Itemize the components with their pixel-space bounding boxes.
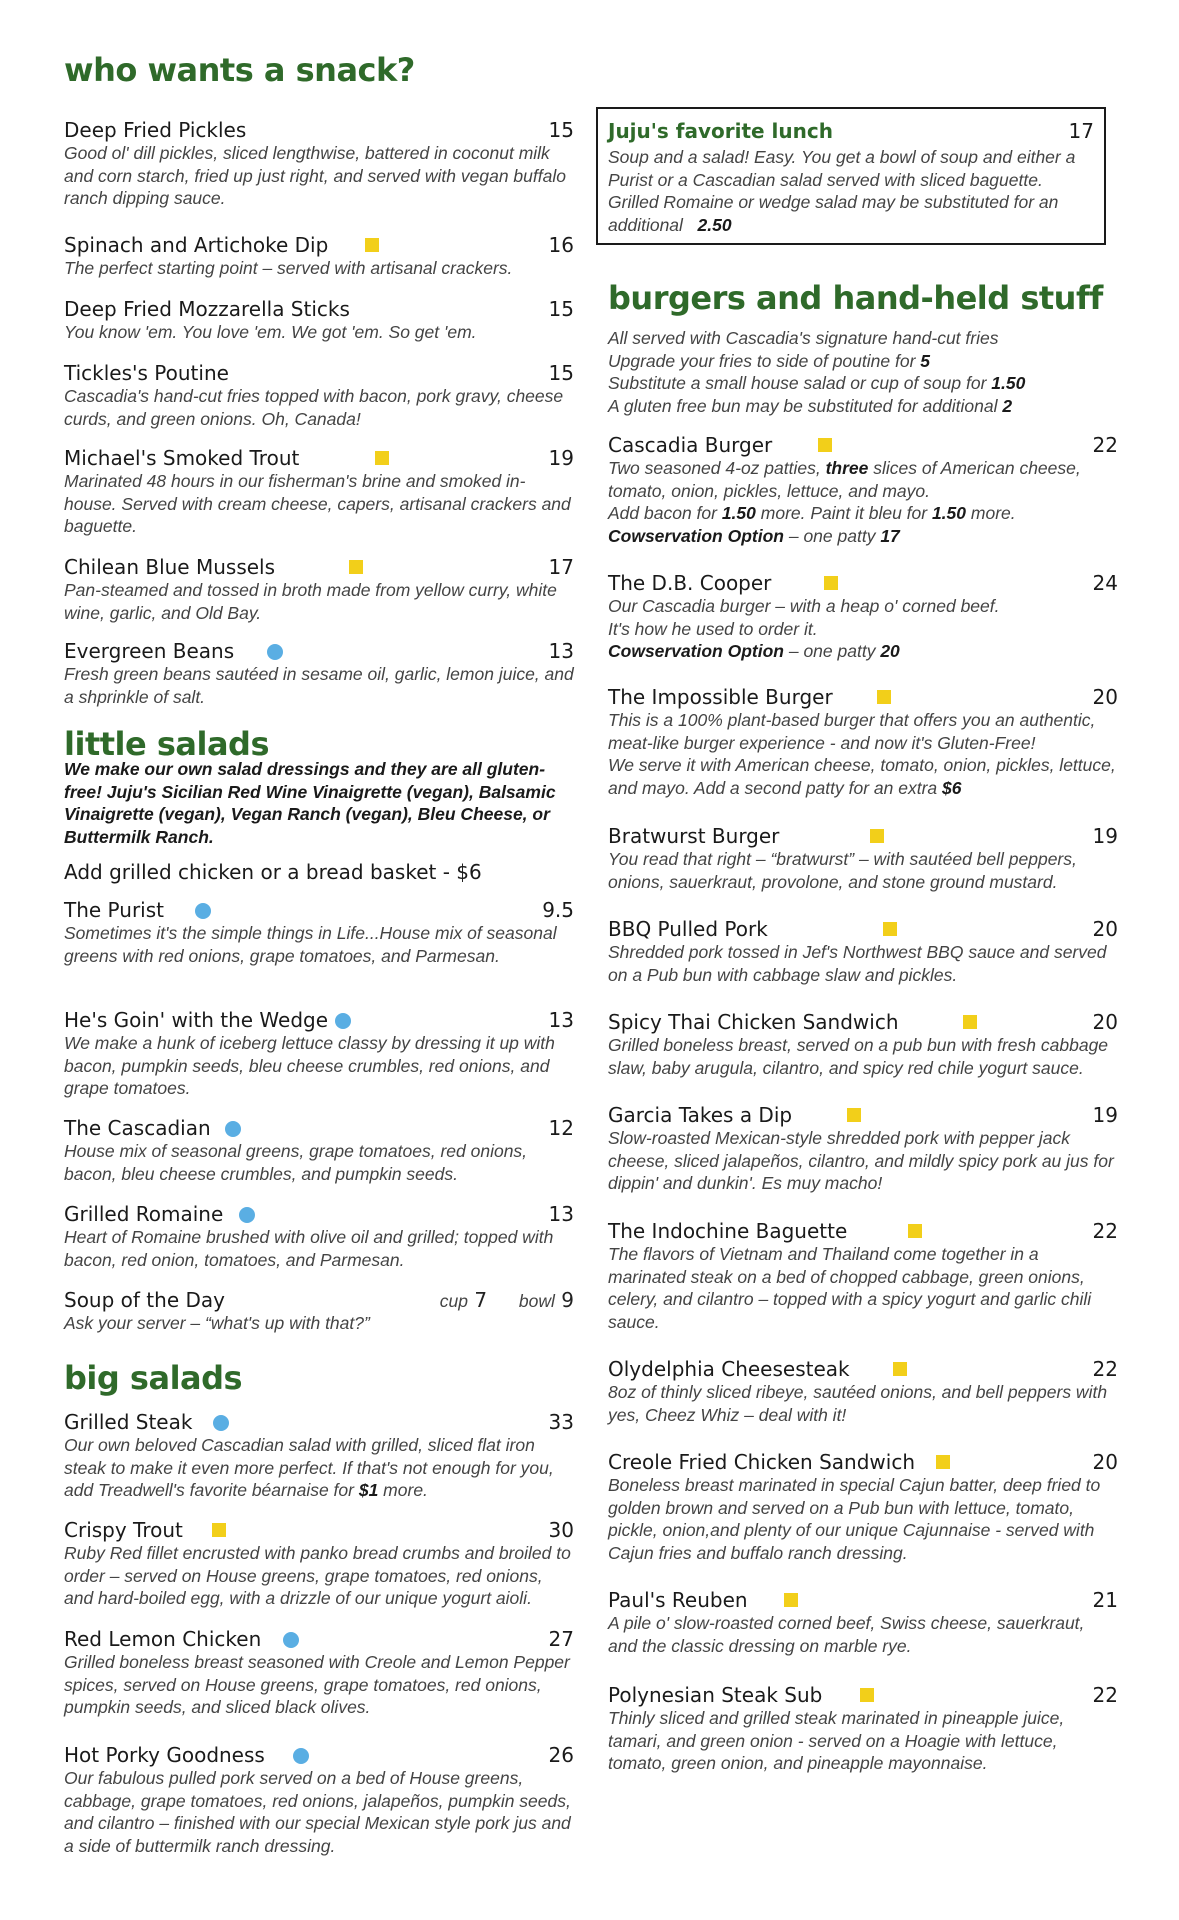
item-name: Chilean Blue Mussels (64, 555, 276, 579)
addon-text: Add grilled chicken or a bread basket - $6 (64, 860, 482, 884)
gluten-free-dot-icon (239, 1207, 255, 1223)
meat-square-icon (963, 1015, 977, 1029)
item-name: The D.B. Cooper (608, 571, 772, 595)
item-price: 22 (1092, 1219, 1118, 1243)
gluten-free-dot-icon (195, 903, 211, 919)
menu-item (64, 1202, 574, 1271)
item-name: Hot Porky Goodness (64, 1743, 265, 1767)
item-desc: Our fabulous pulled pork served on a bed of House greens, cabbage, grape tomatoes, red onions, jalapeños, pumpkin seeds, and cilantro – finished with our special Mexican style pork jus and a side of buttermilk ranch dressing. (64, 1768, 571, 1856)
item-desc: Grilled boneless breast seasoned with Creole and Lemon Pepper spices, served on House greens, grape tomatoes, red onions, pumpkin seeds, and sliced black olives. (64, 1652, 570, 1717)
item-price: 20 (1092, 917, 1118, 941)
menu-item (608, 1450, 1118, 1564)
menu-item (608, 571, 1118, 663)
intro-line (608, 350, 1118, 373)
menu-item (608, 1357, 1118, 1426)
dressing-note (64, 758, 574, 848)
meat-square-icon (883, 922, 897, 936)
item-desc: Shredded pork tossed in Jef's Northwest BBQ sauce and served on a Pub bun with cabbage slaw and pickles. (608, 942, 1107, 985)
menu-item (64, 446, 574, 538)
item-price: 20 (1092, 1010, 1118, 1034)
cup-price: 7 (474, 1288, 488, 1312)
meat-square-icon (877, 690, 891, 704)
desc-part: more. Paint it bleu for (755, 503, 932, 523)
little-salads-heading: little salads (64, 725, 269, 763)
big-salads-heading: big salads (64, 1359, 243, 1397)
item-desc: You know 'em. You love 'em. We got 'em. So get 'em. (64, 322, 477, 342)
gluten-free-dot-icon (283, 1632, 299, 1648)
desc-part: – one patty (783, 641, 881, 661)
item-desc: Grilled boneless breast, served on a pub bun with fresh cabbage slaw, baby arugula, cilantro, and spicy red chile yogurt sauce. (608, 1035, 1109, 1078)
soup-options (440, 1288, 574, 1313)
menu-item (64, 1627, 574, 1719)
intro-line (608, 395, 1118, 418)
desc-bold: $1 (358, 1480, 379, 1500)
cowservation-price: 20 (880, 641, 900, 661)
desc-part: It's how he used to order it. (608, 618, 818, 639)
item-price: 20 (1092, 1450, 1118, 1474)
item-price: 19 (548, 446, 574, 470)
item-desc: Good ol' dill pickles, sliced lengthwise, battered in coconut milk and corn starch, fried up just right, and served with vegan buffalo ranch dipping sauce. (64, 143, 566, 208)
juju-price: 17 (1068, 119, 1094, 143)
desc-part: – one patty (783, 525, 881, 546)
item-name: Garcia Takes a Dip (608, 1103, 793, 1127)
item-price: 24 (1092, 571, 1118, 595)
juju-desc (608, 146, 1088, 236)
burgers-heading: burgers and hand-held stuff (608, 279, 1103, 317)
item-name: Grilled Steak (64, 1410, 193, 1434)
meat-square-icon (936, 1455, 950, 1469)
item-price: 22 (1092, 1683, 1118, 1707)
desc-part: Two seasoned 4-oz patties, (608, 458, 826, 478)
menu-item (608, 685, 1118, 799)
item-name: Cascadia Burger (608, 433, 773, 457)
desc-bold: 1.50 (931, 503, 967, 523)
intro-line: All served with Cascadia's signature hand-cut fries (608, 328, 999, 348)
item-name: Spinach and Artichoke Dip (64, 233, 329, 257)
meat-square-icon (824, 576, 838, 590)
item-desc: 8oz of thinly sliced ribeye, sautéed onions, and bell peppers with yes, Cheez Whiz – deal with it! (608, 1382, 1108, 1425)
item-name: The Impossible Burger (608, 685, 833, 709)
item-name: Red Lemon Chicken (64, 1627, 262, 1651)
meat-square-icon (365, 238, 379, 252)
item-name: Crispy Trout (64, 1518, 183, 1542)
item-price: 22 (1092, 433, 1118, 457)
desc-part: Add bacon for (608, 503, 722, 523)
meat-square-icon (818, 438, 832, 452)
item-name: Creole Fried Chicken Sandwich (608, 1450, 916, 1474)
item-desc (64, 1434, 574, 1502)
item-desc: Pan-steamed and tossed in broth made from yellow curry, white wine, garlic, and Old Bay. (64, 580, 557, 623)
item-desc: Sometimes it's the simple things in Life...House mix of seasonal greens with red onions, grape tomatoes, and Parmesan. (64, 923, 557, 966)
item-name: Deep Fried Mozzarella Sticks (64, 297, 350, 321)
addon-line (64, 860, 574, 884)
item-price: 22 (1092, 1357, 1118, 1381)
menu-item (64, 1410, 574, 1502)
meat-square-icon (870, 829, 884, 843)
item-desc: Boneless breast marinated in special Cajun batter, deep fried to golden brown and served on a Pub bun with lettuce, tomato, pickle, onion,and plenty of our unique Cajunnaise - served with Cajun fries and buffalo ranch dressing. (608, 1475, 1101, 1563)
menu-item (64, 361, 574, 430)
item-name: Paul's Reuben (608, 1588, 748, 1612)
dressing-note-text: We make our own salad dressings and they are all gluten-free! Juju's Sicilian Red Wine Vinaigrette (vegan), Balsamic Vinaigrette (vegan), Vegan Ranch (vegan), Bleu Cheese, or Buttermilk Ranch. (64, 759, 556, 847)
item-name: Spicy Thai Chicken Sandwich (608, 1010, 899, 1034)
item-price: 30 (548, 1518, 574, 1542)
intro-price: 1.50 (991, 373, 1026, 393)
desc-part: Our own beloved Cascadian salad with grilled, sliced flat iron steak to make it even more perfect. If that's not enough for you, add Treadwell's favorite béarnaise for (64, 1435, 554, 1500)
item-name: Evergreen Beans (64, 639, 235, 663)
desc-bold: 1.50 (721, 503, 756, 523)
menu-item (64, 639, 574, 708)
menu-item (64, 118, 574, 210)
desc-part: more. (966, 503, 1016, 523)
menu-item (64, 555, 574, 624)
item-desc: Ask your server – “what's up with that?” (64, 1313, 370, 1333)
item-name: The Purist (64, 898, 164, 922)
item-desc: Cascadia's hand-cut fries topped with bacon, pork gravy, cheese curds, and green onions. Oh, Canada! (64, 386, 564, 429)
meat-square-icon (375, 451, 389, 465)
item-price: 9.5 (542, 898, 574, 922)
item-price: 27 (548, 1627, 574, 1651)
desc-part: We serve it with American cheese, tomato, onion, pickles, lettuce, and mayo. Add a second patty for an extra (608, 755, 1116, 798)
intro-text: Substitute a small house salad or cup of soup for (608, 373, 992, 393)
meat-square-icon (908, 1224, 922, 1238)
item-price: 19 (1092, 824, 1118, 848)
juju-title: Juju's favorite lunch (608, 119, 833, 143)
item-name: Deep Fried Pickles (64, 118, 247, 142)
meat-square-icon (212, 1523, 226, 1537)
menu-item (608, 1683, 1118, 1775)
item-price: 13 (548, 1202, 574, 1226)
item-desc (608, 595, 1118, 663)
item-price: 16 (548, 233, 574, 257)
item-price: 15 (548, 297, 574, 321)
meat-square-icon (860, 1688, 874, 1702)
item-name: He's Goin' with the Wedge (64, 1008, 329, 1032)
item-desc: You read that right – “bratwurst” – with sautéed bell peppers, onions, sauerkraut, provolone, and stone ground mustard. (608, 849, 1077, 892)
item-price: 20 (1092, 685, 1118, 709)
item-desc: Marinated 48 hours in our fisherman's brine and smoked in-house. Served with cream cheese, capers, artisanal crackers and baguette. (64, 471, 571, 536)
menu-item (608, 1103, 1118, 1195)
desc-bold: three (825, 458, 869, 478)
item-name: The Cascadian (64, 1116, 211, 1140)
item-name: Tickles's Poutine (64, 361, 229, 385)
item-name: Polynesian Steak Sub (608, 1683, 823, 1707)
item-price: 21 (1092, 1588, 1118, 1612)
item-desc: House mix of seasonal greens, grape tomatoes, red onions, bacon, bleu cheese crumbles, and pumpkin seeds. (64, 1141, 528, 1184)
menu-item (64, 233, 574, 280)
item-name: BBQ Pulled Pork (608, 917, 768, 941)
item-desc: Heart of Romaine brushed with olive oil and grilled; topped with bacon, red onion, tomatoes, and Parmesan. (64, 1227, 554, 1270)
desc-bold: $6 (942, 777, 962, 798)
menu-item (64, 1116, 574, 1185)
menu-item (64, 898, 574, 967)
item-price: 13 (548, 1008, 574, 1032)
menu-item (608, 433, 1118, 547)
gluten-free-dot-icon (213, 1415, 229, 1431)
desc-part: more. (378, 1480, 428, 1500)
menu-item (608, 824, 1118, 893)
item-desc (608, 709, 1118, 799)
juju-extra-price: 2.50 (697, 214, 732, 235)
juju-desc-text: Soup and a salad! Easy. You get a bowl of soup and either a Purist or a Cascadian salad served with sliced baguette. Grilled Romaine or wedge salad may be substituted for an additional (608, 147, 1076, 235)
menu-item (64, 1008, 574, 1100)
item-name: The Indochine Baguette (608, 1219, 848, 1243)
item-desc: Thinly sliced and grilled steak marinated in pineapple juice, tamari, and green onion - served on a Hoagie with lettuce, tomato, green onion, and pineapple mayonnaise. (608, 1708, 1065, 1773)
intro-price: 2 (1002, 395, 1013, 416)
item-price: 19 (1092, 1103, 1118, 1127)
bowl-price: 9 (561, 1288, 574, 1312)
item-price: 17 (548, 555, 574, 579)
item-name: Michael's Smoked Trout (64, 446, 300, 470)
desc-part: Our Cascadia burger – with a heap o' corned beef. (608, 596, 1000, 616)
item-desc: The perfect starting point – served with artisanal crackers. (64, 258, 513, 278)
gluten-free-dot-icon (267, 644, 283, 660)
intro-text: Upgrade your fries to side of poutine for (608, 350, 921, 371)
cowservation-label: Cowservation Option (608, 641, 784, 661)
item-name: Olydelphia Cheesesteak (608, 1357, 850, 1381)
bowl-label: bowl (518, 1291, 555, 1311)
item-name: Soup of the Day (64, 1288, 225, 1312)
meat-square-icon (784, 1593, 798, 1607)
item-price: 13 (548, 639, 574, 663)
cup-label: cup (439, 1291, 469, 1311)
meat-square-icon (847, 1108, 861, 1122)
gluten-free-dot-icon (293, 1748, 309, 1764)
item-price: 12 (548, 1116, 574, 1140)
item-desc: Fresh green beans sautéed in sesame oil, garlic, lemon juice, and a shprinkle of salt. (64, 664, 574, 707)
meat-square-icon (349, 560, 363, 574)
item-desc: The flavors of Vietnam and Thailand come together in a marinated steak on a bed of chopped cabbage, green onions, celery, and cilantro – topped with a spicy yogurt and garlic chili sauce. (608, 1244, 1092, 1332)
menu-item (608, 1588, 1118, 1657)
intro-text: A gluten free bun may be substituted for additional (608, 395, 1003, 416)
intro-price: 5 (920, 350, 930, 371)
item-price: 15 (548, 118, 574, 142)
item-desc: We make a hunk of iceberg lettuce classy by dressing it up with bacon, pumpkin seeds, bleu cheese crumbles, red onions, and grape tomatoes. (64, 1033, 555, 1098)
menu-item (64, 297, 574, 344)
menu-item (64, 1743, 574, 1857)
meat-square-icon (893, 1362, 907, 1376)
item-price: 15 (548, 361, 574, 385)
gluten-free-dot-icon (225, 1121, 241, 1137)
item-name: Grilled Romaine (64, 1202, 224, 1226)
cowservation-price: 17 (880, 525, 900, 546)
menu-item (608, 1010, 1118, 1079)
item-price: 33 (548, 1410, 574, 1434)
item-price: 26 (548, 1743, 574, 1767)
item-name: Bratwurst Burger (608, 824, 780, 848)
menu-item (64, 1518, 574, 1610)
snacks-heading: who wants a snack? (64, 51, 415, 89)
item-desc: Slow-roasted Mexican-style shredded pork with pepper jack cheese, sliced jalapeños, cilantro, and mildly spicy pork au jus for dippin' and dunkin'. Es muy macho! (608, 1128, 1114, 1193)
intro-line (608, 372, 1118, 395)
menu-item (608, 917, 1118, 986)
item-desc (608, 457, 1118, 547)
menu-item (608, 1219, 1118, 1333)
item-desc: A pile o' slow-roasted corned beef, Swiss cheese, sauerkraut, and the classic dressing on marble rye. (608, 1613, 1085, 1656)
desc-part: slices of American cheese, tomato, onion, pickles, lettuce, and mayo. (608, 458, 1081, 501)
item-desc: Ruby Red fillet encrusted with panko bread crumbs and broiled to order – served on House greens, grape tomatoes, red onions, and hard-boiled egg, with a drizzle of our unique yogurt aioli. (64, 1543, 571, 1608)
cowservation-label: Cowservation Option (608, 525, 784, 546)
gluten-free-dot-icon (335, 1013, 351, 1029)
soup-item (64, 1288, 574, 1335)
desc-part: This is a 100% plant-based burger that offers you an authentic, meat-like burger experience - and now it's Gluten-Free! (608, 710, 1096, 753)
juju-favorite-box (596, 107, 1106, 245)
burgers-intro (608, 327, 1118, 417)
